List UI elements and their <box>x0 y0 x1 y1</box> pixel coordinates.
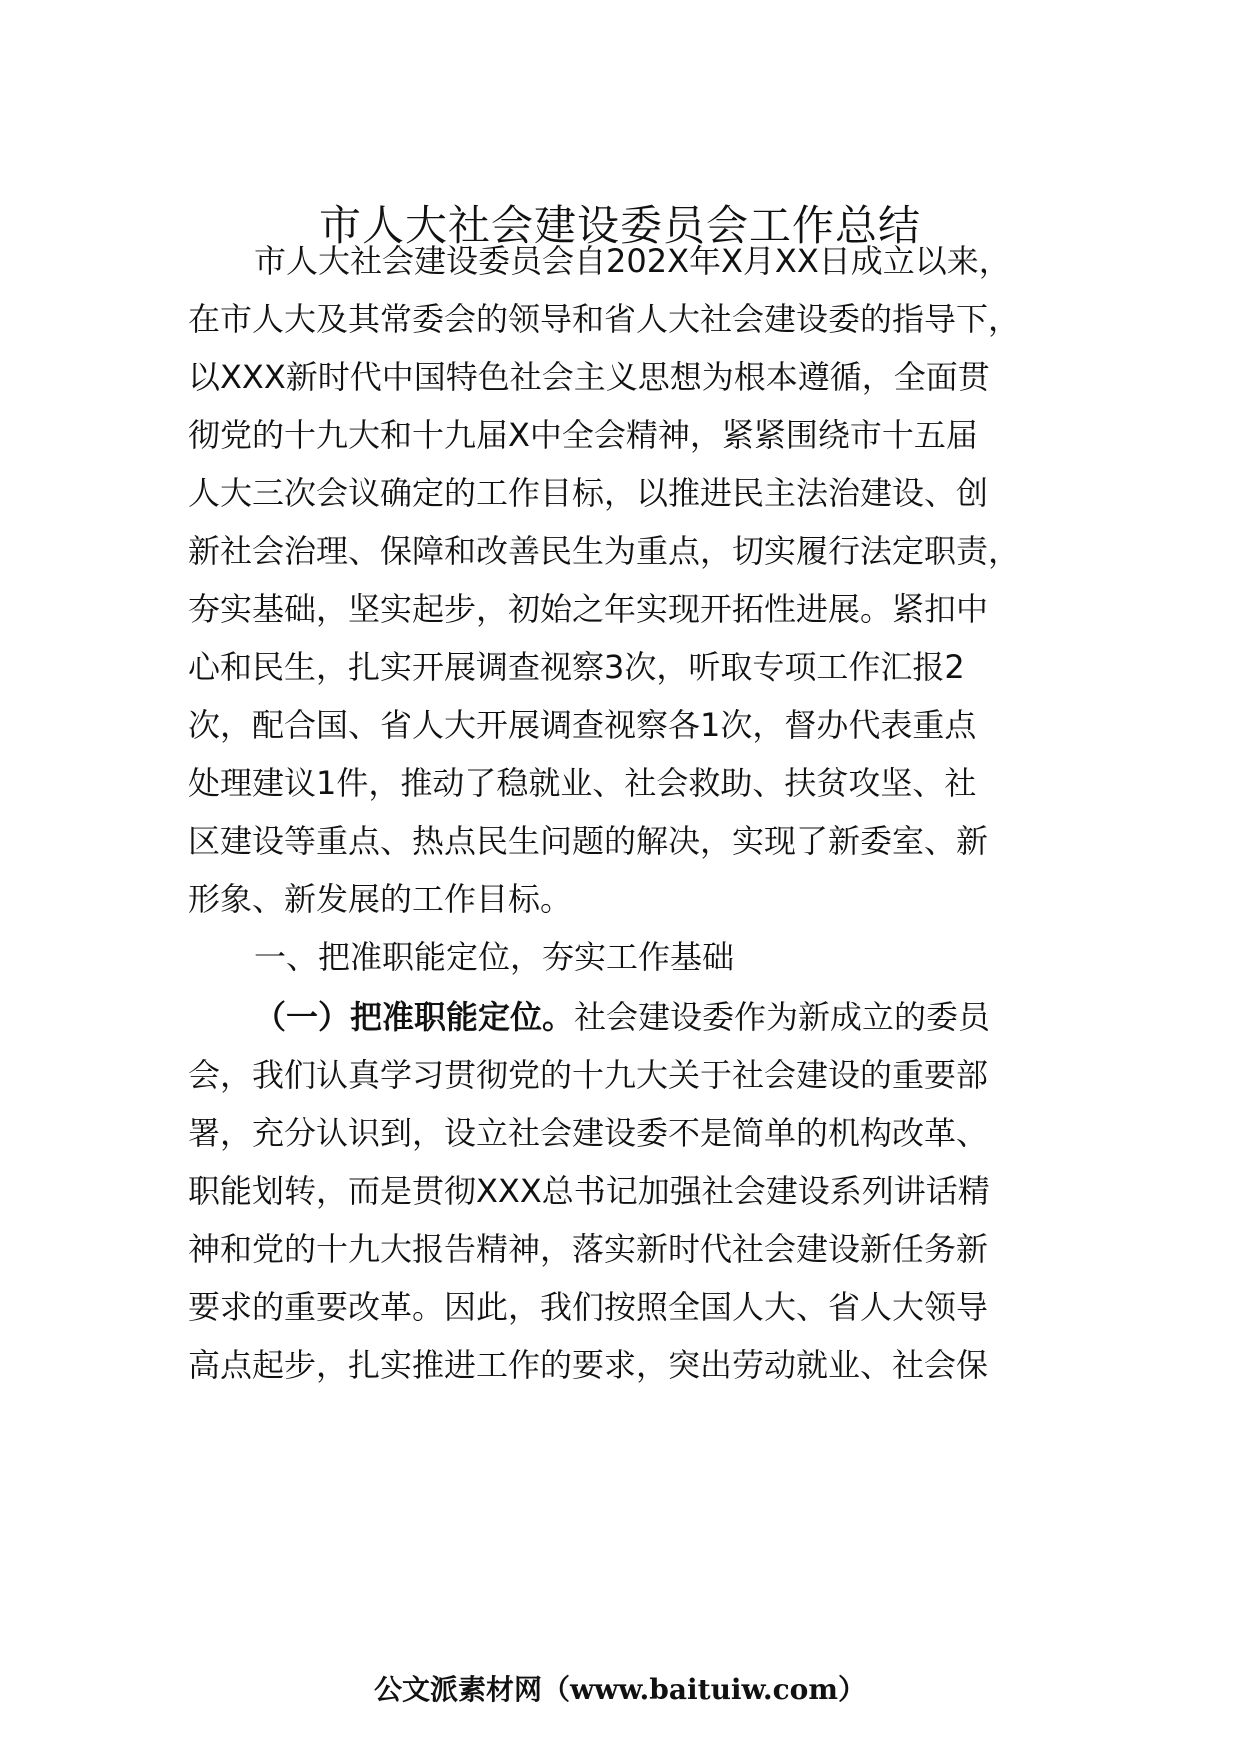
paragraph-line: 次，配合国、省人大开展调查视察各1次，督办代表重点 <box>188 706 977 744</box>
paragraph-line: 在市人大及其常委会的领导和省人大社会建设委的指导下， <box>188 300 1021 338</box>
document-title: 市人大社会建设委员会工作总结 <box>318 201 921 250</box>
paragraph-line: 心和民生，扎实开展调查视察3次，听取专项工作汇报2 <box>188 648 965 686</box>
paragraph-line: 职能划转，而是贯彻XXX总书记加强社会建设系列讲话精 <box>188 1172 990 1210</box>
paragraph-line: 以XXX新时代中国特色社会主义思想为根本遵循，全面贯 <box>188 358 990 396</box>
paragraph-line: 高点起步，扎实推进工作的要求，突出劳动就业、社会保 <box>188 1346 989 1384</box>
subsection-label: （一）把准职能定位。 <box>254 998 575 1036</box>
paragraph-line: 人大三次会议确定的工作目标，以推进民主法治建设、创 <box>188 474 989 512</box>
paragraph-line: 彻党的十九大和十九届X中全会精神，紧紧围绕市十五届 <box>188 416 978 454</box>
paragraph-line: 区建设等重点、热点民生问题的解决，实现了新委室、新 <box>188 822 989 860</box>
subsection-first-line <box>254 996 990 1038</box>
paragraph-line: 夯实基础，坚实起步，初始之年实现开拓性进展。紧扣中 <box>188 590 989 628</box>
footer-watermark: 公文派素材网（www.baituiw.com） <box>374 1673 866 1706</box>
section-heading: 一、把准职能定位，夯实工作基础 <box>254 938 735 976</box>
paragraph-line: 新社会治理、保障和改善民生为重点，切实履行法定职责， <box>188 532 1021 570</box>
paragraph-line: 要求的重要改革。因此，我们按照全国人大、省人大领导 <box>188 1288 989 1326</box>
paragraph-line: 署，充分认识到，设立社会建设委不是简单的机构改革、 <box>188 1114 989 1152</box>
paragraph-line: 形象、新发展的工作目标。 <box>188 880 573 918</box>
paragraph-line: 处理建议1件，推动了稳就业、社会救助、扶贫攻坚、社 <box>188 764 977 802</box>
paragraph-line: 市人大社会建设委员会自202X年X月XX日成立以来， <box>254 242 1011 280</box>
paragraph-line: 会，我们认真学习贯彻党的十九大关于社会建设的重要部 <box>188 1056 989 1094</box>
paragraph-line: 神和党的十九大报告精神，落实新时代社会建设新任务新 <box>188 1230 989 1268</box>
subsection-first-line-text: 社会建设委作为新成立的委员 <box>574 998 991 1036</box>
